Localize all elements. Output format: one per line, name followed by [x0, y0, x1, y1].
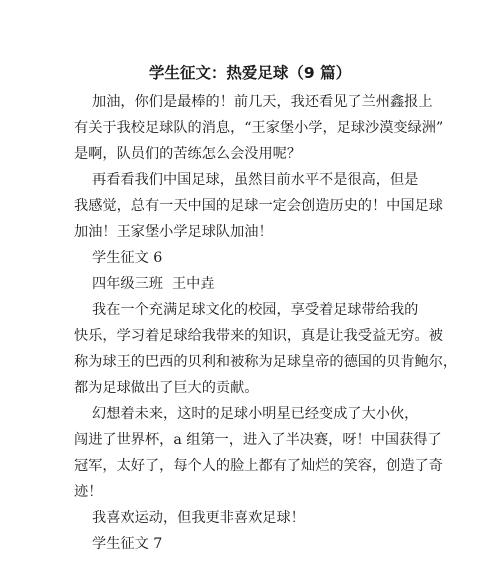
paragraph-line: 快乐，学习着足球给我带来的知识，真是让我受益无穷。被 — [74, 328, 443, 344]
author-line: 四年级三班 王中垚 — [74, 276, 215, 292]
paragraph-line: 都为足球做出了巨大的贡献。 — [74, 380, 259, 396]
paragraph-line: 闯进了世界杯，a 组第一，进入了半决赛，呀！中国获得了 — [74, 432, 442, 448]
paragraph-line: 再看看我们中国足球，虽然目前水平不是很高，但是 — [74, 172, 419, 188]
paragraph-line: 加油！王家堡小学足球队加油！ — [74, 224, 273, 240]
paragraph-line: 称为球王的巴西的贝利和被称为足球皇帝的德国的贝肯鲍尔， — [74, 354, 458, 370]
section-heading: 学生征文 6 — [74, 250, 163, 266]
paragraph-line: 幻想着未来，这时的足球小明星已经变成了大小伙， — [74, 406, 419, 422]
document-title: 学生征文：热爱足球（9 篇） — [148, 64, 352, 82]
paragraph-line: 有关于我校足球队的消息，“王家堡小学，足球沙漠变绿洲” — [74, 120, 444, 136]
paragraph-line: 加油，你们是最棒的！前几天，我还看见了兰州鑫报上 — [74, 94, 433, 110]
paragraph-line: 我在一个充满足球文化的校园，享受着足球带给我的 — [74, 302, 419, 318]
paragraph-line: 我感觉，总有一天中国的足球一定会创造历史的！中国足球 — [74, 198, 443, 214]
paragraph-line: 冠军，太好了，每个人的脸上都有了灿烂的笑容，创造了奇 — [74, 458, 443, 474]
paragraph-line: 我喜欢运动，但我更非喜欢足球！ — [74, 510, 305, 526]
paragraph-line: 迹！ — [74, 484, 103, 500]
paragraph-line: 是啊，队员们的苦练怎么会没用呢？ — [74, 146, 302, 162]
section-heading: 学生征文 7 — [74, 536, 163, 552]
